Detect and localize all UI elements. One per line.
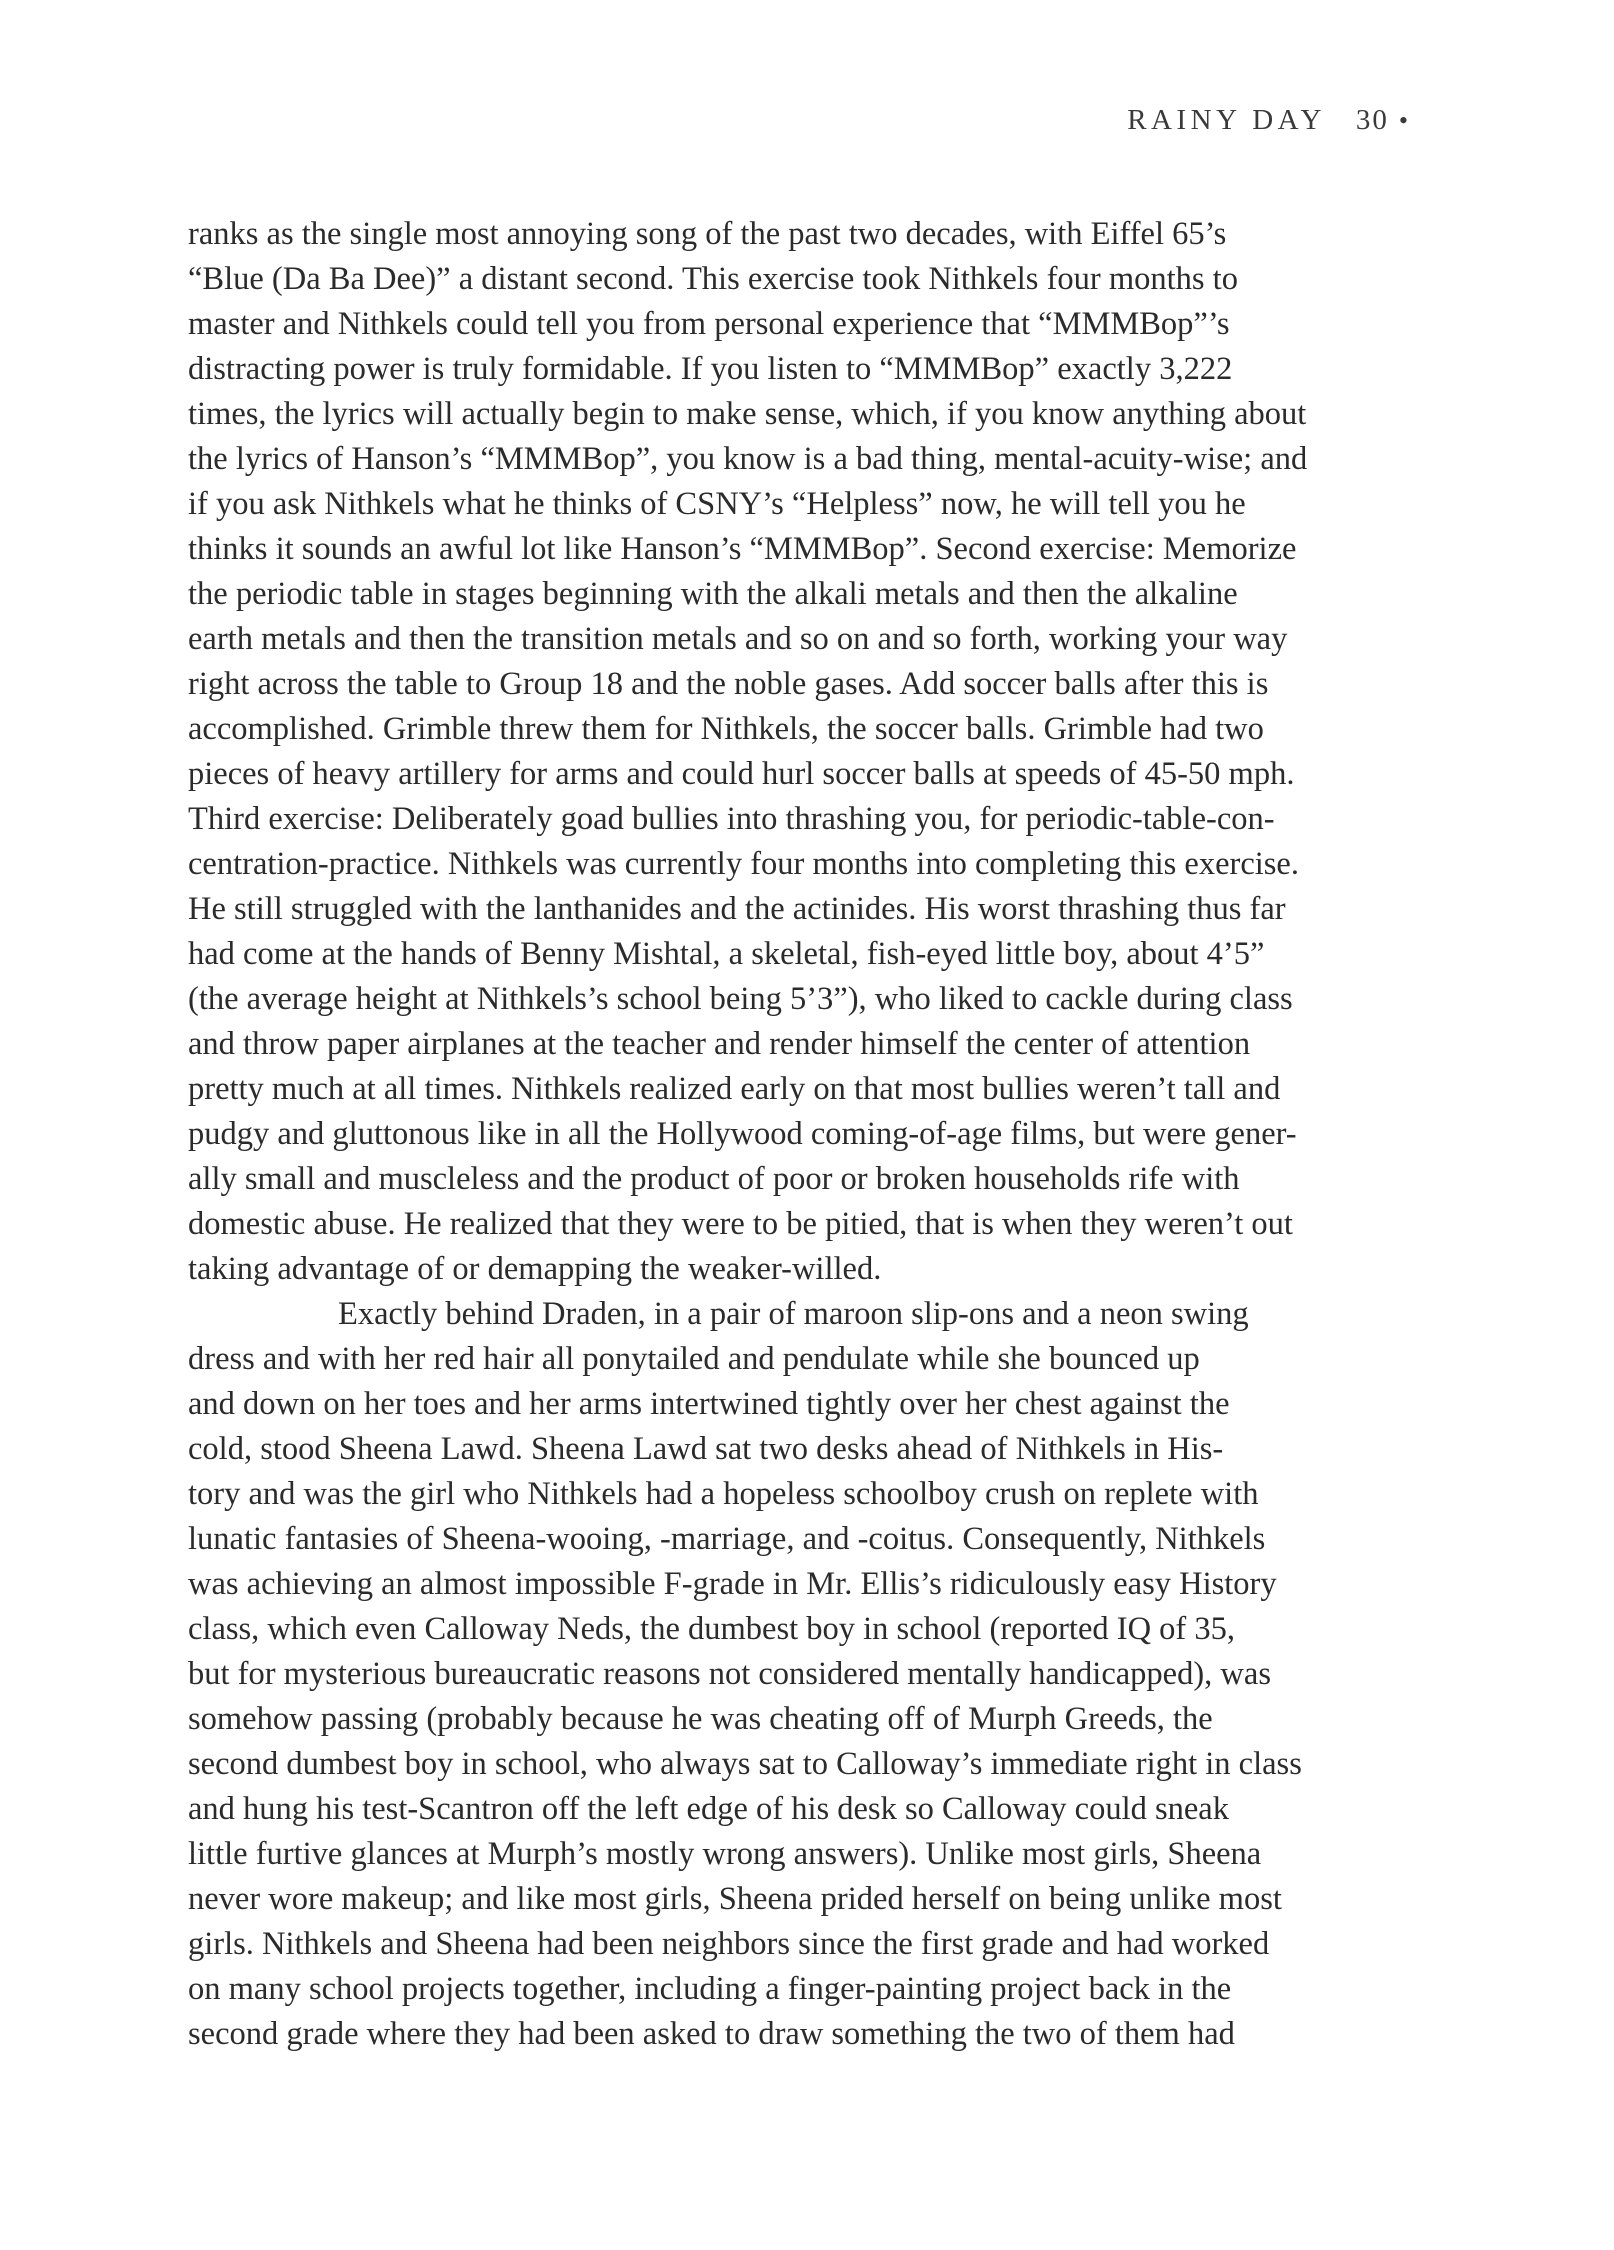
text-line: Third exercise: Deliberately goad bullies into thrashing you, for periodic-table-con-: [188, 801, 1275, 837]
text-line: times, the lyrics will actually begin to make sense, which, if you know anything about: [188, 396, 1307, 432]
text-line: was achieving an almost impossible F-grade in Mr. Ellis’s ridiculously easy History: [188, 1566, 1277, 1602]
text-line: domestic abuse. He realized that they were to be pitied, that is when they weren’t out: [188, 1206, 1293, 1242]
text-line: second grade where they had been asked to draw something the two of them had: [188, 2016, 1235, 2052]
text-line: class, which even Calloway Neds, the dumbest boy in school (reported IQ of 35,: [188, 1611, 1235, 1647]
text-line: the lyrics of Hanson’s “MMMBop”, you know is a bad thing, mental-acuity-wise; and: [188, 441, 1308, 477]
text-line: right across the table to Group 18 and the noble gases. Add soccer balls after this is: [188, 666, 1269, 702]
text-line: on many school projects together, including a finger-painting project back in the: [188, 1971, 1232, 2007]
text-line: He still struggled with the lanthanides and the actinides. His worst thrashing thus far: [188, 891, 1286, 927]
header-bullet: •: [1398, 106, 1412, 135]
text-line: lunatic fantasies of Sheena-wooing, -marriage, and -coitus. Consequently, Nithkels: [188, 1521, 1266, 1557]
text-line: accomplished. Grimble threw them for Nithkels, the soccer balls. Grimble had two: [188, 711, 1264, 747]
text-line: second dumbest boy in school, who always sat to Calloway’s immediate right in class: [188, 1746, 1302, 1782]
text-line: taking advantage of or demapping the weaker-willed.: [188, 1251, 882, 1287]
text-line: never wore makeup; and like most girls, Sheena prided herself on being unlike most: [188, 1881, 1282, 1917]
body-text: [188, 212, 1426, 2057]
text-line: tory and was the girl who Nithkels had a hopeless schoolboy crush on replete with: [188, 1476, 1259, 1512]
page-number: 30: [1355, 104, 1389, 136]
text-line: and hung his test-Scantron off the left edge of his desk so Calloway could sneak: [188, 1791, 1229, 1827]
text-line: dress and with her red hair all ponytailed and pendulate while she bounced up: [188, 1341, 1200, 1377]
text-line: somehow passing (probably because he was cheating off of Murph Greeds, the: [188, 1701, 1213, 1737]
text-line: earth metals and then the transition metals and so on and so forth, working your way: [188, 621, 1288, 657]
text-line: if you ask Nithkels what he thinks of CSNY’s “Helpless” now, he will tell you he: [188, 486, 1246, 522]
text-line: and down on her toes and her arms intertwined tightly over her chest against the: [188, 1386, 1230, 1422]
text-line: ranks as the single most annoying song of the past two decades, with Eiffel 65’s: [188, 216, 1227, 252]
text-line: pudgy and gluttonous like in all the Hollywood coming-of-age films, but were gener-: [188, 1116, 1297, 1152]
text-line: master and Nithkels could tell you from personal experience that “MMMBop”’s: [188, 306, 1230, 342]
text-line: but for mysterious bureaucratic reasons not considered mentally handicapped), was: [188, 1656, 1271, 1692]
running-header: [1127, 104, 1412, 137]
text-line: ally small and muscleless and the product of poor or broken households rife with: [188, 1161, 1240, 1197]
text-line: cold, stood Sheena Lawd. Sheena Lawd sat two desks ahead of Nithkels in His-: [188, 1431, 1224, 1467]
text-line: girls. Nithkels and Sheena had been neighbors since the first grade and had worked: [188, 1926, 1270, 1962]
text-line: pretty much at all times. Nithkels realized early on that most bullies weren’t tall and: [188, 1071, 1281, 1107]
text-line: pieces of heavy artillery for arms and could hurl soccer balls at speeds of 45-50 mph.: [188, 756, 1295, 792]
text-line: Exactly behind Draden, in a pair of maroon slip-ons and a neon swing: [338, 1296, 1249, 1332]
text-line: (the average height at Nithkels’s school being 5’3”), who liked to cackle during class: [188, 981, 1293, 1017]
text-line: distracting power is truly formidable. If you listen to “MMMBop” exactly 3,222: [188, 351, 1233, 387]
text-line: and throw paper airplanes at the teacher and render himself the center of attention: [188, 1026, 1251, 1062]
text-line: had come at the hands of Benny Mishtal, a skeletal, fish-eyed little boy, about 4’5”: [188, 936, 1265, 972]
text-line: little furtive glances at Murph’s mostly wrong answers). Unlike most girls, Sheena: [188, 1836, 1262, 1872]
running-title: RAINY DAY: [1127, 104, 1326, 136]
text-line: the periodic table in stages beginning with the alkali metals and then the alkaline: [188, 576, 1238, 612]
text-line: centration-practice. Nithkels was currently four months into completing this exercise.: [188, 846, 1299, 882]
text-line: “Blue (Da Ba Dee)” a distant second. This exercise took Nithkels four months to: [188, 261, 1238, 297]
text-line: thinks it sounds an awful lot like Hanson’s “MMMBop”. Second exercise: Memorize: [188, 531, 1297, 567]
